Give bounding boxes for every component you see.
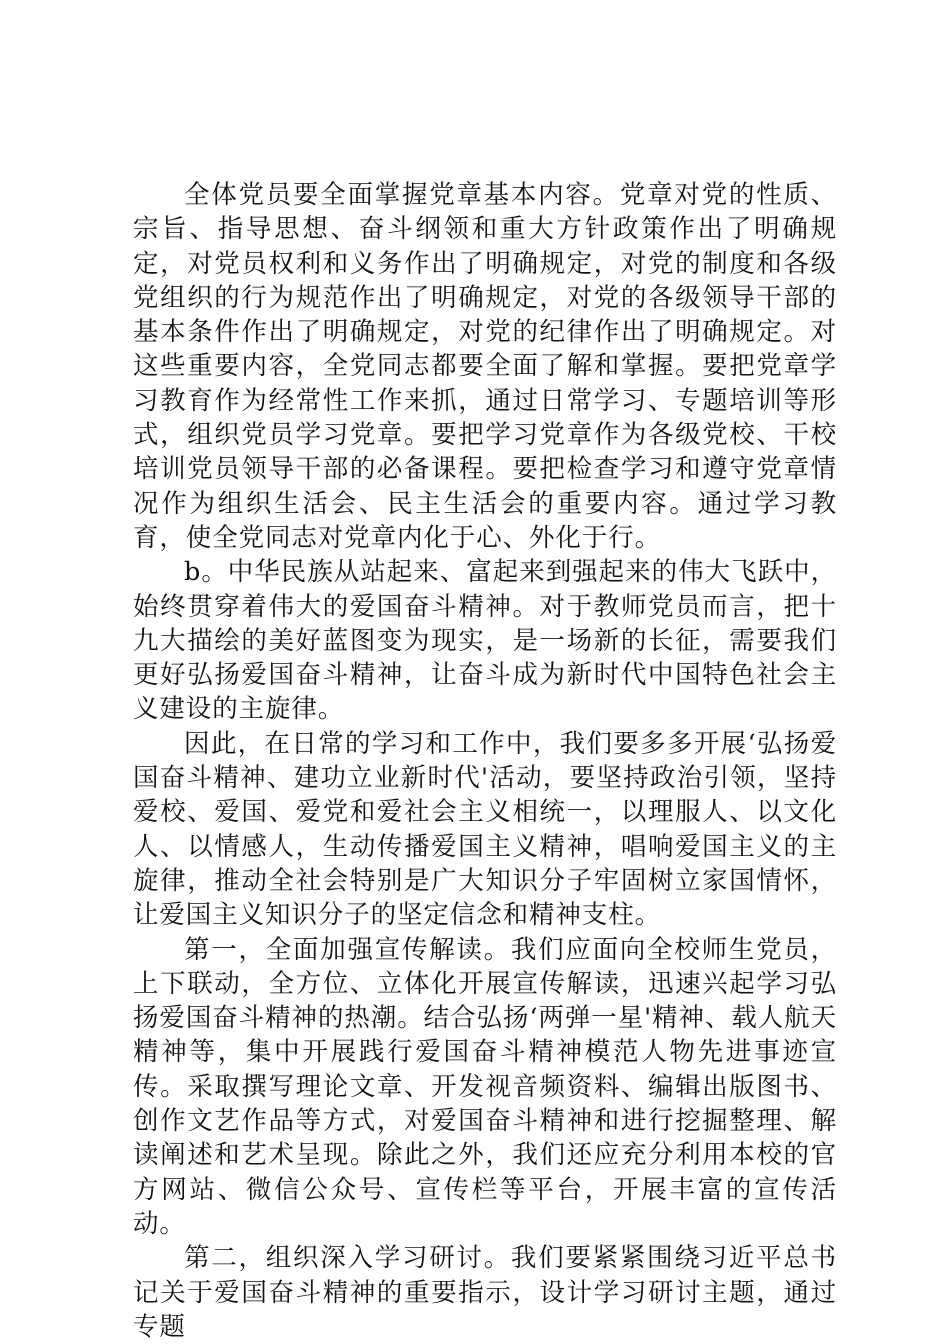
document-body: [133, 178, 837, 1344]
paragraph-patriotic-struggle: b。中华民族从站起来、富起来到强起来的伟大飞跃中，始终贯穿着伟大的爱国奋斗精神。对于教师党员而言，把十九大描绘的美好蓝图变为现实，是一场新的长征，需要我们更好弘扬爱国奋斗精神，让奋斗成为新时代中国特色社会主义建设的主旋律。: [133, 557, 837, 725]
paragraph-party-constitution: 全体党员要全面掌握党章基本内容。党章对党的性质、宗旨、指导思想、奋斗纲领和重大方针政策作出了明确规定，对党员权利和义务作出了明确规定，对党的制度和各级党组织的行为规范作出了明确规定，对党的各级领导干部的基本条件作出了明确规定，对党的纪律作出了明确规定。对这些重要内容，全党同志都要全面了解和掌握。要把党章学习教育作为经常性工作来抓，通过日常学习、专题培训等形式，组织党员学习党章。要把学习党章作为各级党校、干校培训党员领导干部的必备课程。要把检查学习和遵守党章情况作为组织生活会、民主生活会的重要内容。通过学习教育，使全党同志对党章内化于心、外化于行。: [133, 180, 837, 553]
paragraph-therefore: 因此，在日常的学习和工作中，我们要多多开展‘弘扬爱国奋斗精神、建功立业新时代'活动，要坚持政治引领，坚持爱校、爱国、爱党和爱社会主义相统一，以理服人、以文化人、以情感人，生动传播爱国主义精神，唱响爱国主义的主旋律，推动全社会特别是广大知识分子牢固树立家国情怀，让爱国主义知识分子的坚定信念和精神支柱。: [133, 728, 837, 931]
paragraph-second-study: 第二，组织深入学习研讨。我们要紧紧围绕习近平总书记关于爱国奋斗精神的重要指示，设计学习研讨主题，通过专题: [133, 1243, 837, 1342]
paragraph-first-publicity: 第一，全面加强宣传解读。我们应面向全校师生党员，上下联动，全方位、立体化开展宣传解读，迅速兴起学习弘扬爱国奋斗精神的热潮。结合弘扬‘两弹一星'精神、载人航天精神等，集中开展践行爱国奋斗精神模范人物先进事迹宣传。采取撰写理论文章、开发视音频资料、编辑出版图书、创作文艺作品等方式，对爱国奋斗精神和进行挖掘整理、解读阐述和艺术呈现。除此之外，我们还应充分利用本校的官方网站、微信公众号、宣传栏等平台，开展丰富的宣传活动。: [133, 934, 837, 1239]
